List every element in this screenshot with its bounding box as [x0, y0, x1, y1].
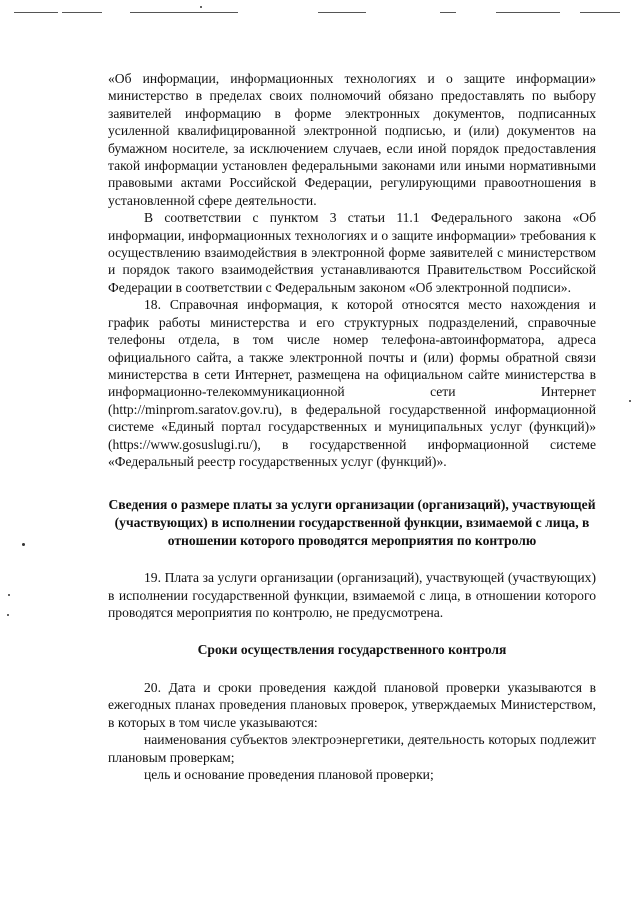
scan-line-left-3 — [130, 12, 238, 13]
paragraph-20: 20. Дата и сроки проведения каждой плановой проверки указываются в ежегодных планах проведения плановых проверок, утверждаемых Министерством, в которых в том числе указываются: — [108, 679, 596, 730]
section-heading-fee: Сведения о размере платы за услуги организации (организаций), участвующей (участвующих) в исполнении государственной функции, взимаемой с лица, в отношении которого проводятся мероприятия по контролю — [108, 497, 596, 548]
paragraph-article-11-1: В соответствии с пунктом 3 статьи 11.1 Федерального закона «Об информации, информационных технологиях и о защите информации» требования к осуществлению взаимодействия в электронной форме заявителей с министерством и порядок такого взаимодействия устанавливаются Правительством Российской Федерации в соответствии с Федеральным законом «Об электронной подписи». — [108, 210, 596, 295]
paragraph-19: 19. Плата за услуги организации (организаций), участвующей (участвующих) в исполнении государственной функции, взимаемой с лица, в отношении которого проводятся мероприятия по контролю, не предусмотрена. — [108, 570, 596, 620]
list-item-goal: цель и основание проведения плановой проверки; — [144, 766, 434, 782]
list-item-names: наименования субъектов электроэнергетики, деятельность которых подлежит плановым проверкам; — [108, 732, 596, 765]
section-heading-terms: Сроки осуществления государственного контроля — [197, 642, 507, 658]
scan-line-right — [440, 12, 456, 13]
scan-speck — [629, 400, 631, 402]
scan-line-left-2 — [62, 12, 102, 13]
paragraph-intro: «Об информации, информационных технологиях и о защите информации» министерство в пределах своих полномочий обязано предоставлять по выбору заявителей информацию в форме электронных документов, подписанных усиленной квалифицированной электронной подписью, и (или) документов на бумажном носителе, за исключением случаев, если иной порядок предоставления такой информации установлен федеральными законами или иными нормативными правовыми актами Российской Федерации, регулирующими правоотношения в установленной сфере деятельности. — [108, 71, 596, 208]
scan-speck — [200, 6, 202, 8]
paragraph-18: 18. Справочная информация, к которой относятся место нахождения и график работы министерства и его структурных подразделений, справочные телефоны отдела, в том числе номер телефона-автоинформатора, адреса официального сайта, а также электронной почты и (или) формы обратной связи министерства в сети Интернет, размещена на официальном сайте министерства в информационно-телекоммуникационной сети Интернет (http://minprom.saratov.gov.ru), в федеральной государственной информационной системе «Единый портал государственных и муниципальных услуг (функций)» (https://www.gosuslugi.ru/), в государственной информационной системе «Федеральный реестр государственных услуг (функций)». — [108, 297, 596, 469]
document-body — [108, 70, 596, 783]
scan-line-right-2 — [496, 12, 560, 13]
scan-line-right-3 — [580, 12, 620, 13]
scan-speck — [7, 614, 9, 616]
scan-speck — [22, 543, 25, 546]
scan-line-left — [14, 12, 58, 13]
scan-line-mid — [318, 12, 366, 13]
scan-speck — [8, 594, 10, 596]
